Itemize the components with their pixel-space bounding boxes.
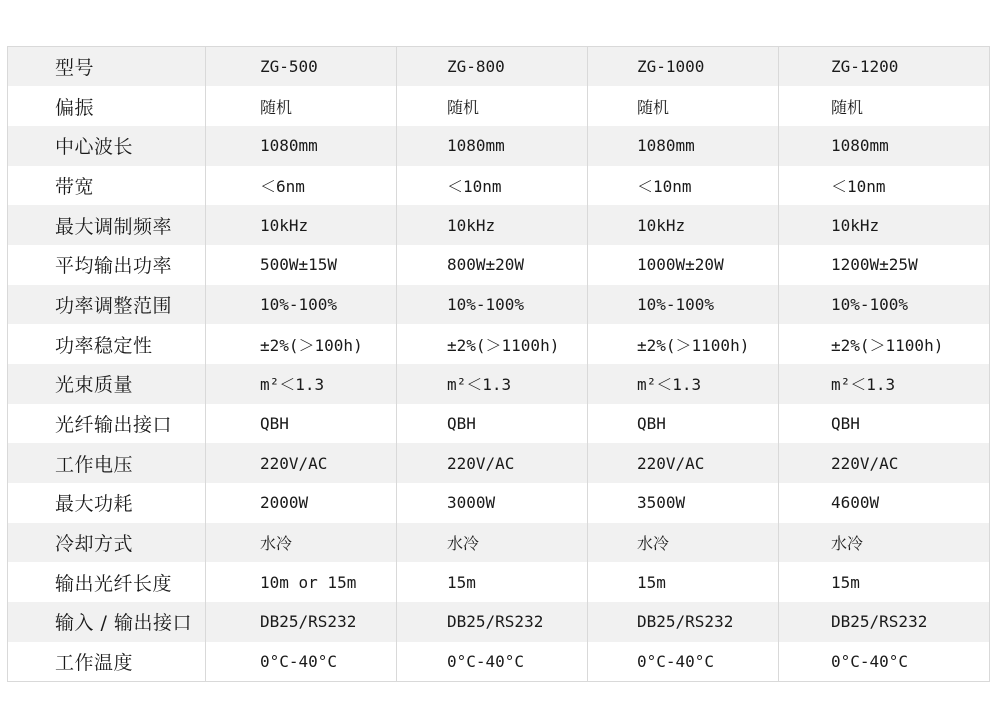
row-label: 工作温度 bbox=[8, 642, 206, 682]
cell-value: ZG-1000 bbox=[588, 47, 779, 87]
cell-value: 随机 bbox=[206, 86, 397, 126]
table-row bbox=[8, 443, 990, 483]
cell-value: 3000W bbox=[397, 483, 588, 523]
cell-value: 1000W±20W bbox=[588, 245, 779, 285]
cell-value: 0°C-40°C bbox=[397, 642, 588, 682]
cell-value: ±2%(＞100h) bbox=[206, 324, 397, 364]
cell-value: 10%-100% bbox=[397, 285, 588, 325]
cell-value: 1080mm bbox=[779, 126, 990, 166]
table-row bbox=[8, 523, 990, 563]
cell-value: ZG-800 bbox=[397, 47, 588, 87]
table-row bbox=[8, 126, 990, 166]
row-label: 光束质量 bbox=[8, 364, 206, 404]
cell-value: ＜10nm bbox=[588, 166, 779, 206]
cell-value: 4600W bbox=[779, 483, 990, 523]
table-row bbox=[8, 642, 990, 682]
cell-value: 220V/AC bbox=[588, 443, 779, 483]
cell-value: 3500W bbox=[588, 483, 779, 523]
cell-value: 1200W±25W bbox=[779, 245, 990, 285]
cell-value: 10kHz bbox=[206, 205, 397, 245]
cell-value: ±2%(＞1100h) bbox=[588, 324, 779, 364]
table-row bbox=[8, 205, 990, 245]
row-label: 光纤输出接口 bbox=[8, 404, 206, 444]
cell-value: 10%-100% bbox=[588, 285, 779, 325]
cell-value: 15m bbox=[588, 562, 779, 602]
table-row bbox=[8, 404, 990, 444]
cell-value: m²＜1.3 bbox=[779, 364, 990, 404]
cell-value: 15m bbox=[779, 562, 990, 602]
cell-value: ZG-1200 bbox=[779, 47, 990, 87]
cell-value: m²＜1.3 bbox=[397, 364, 588, 404]
table-row bbox=[8, 324, 990, 364]
table-row bbox=[8, 166, 990, 206]
cell-value: 水冷 bbox=[206, 523, 397, 563]
row-label: 工作电压 bbox=[8, 443, 206, 483]
cell-value: 随机 bbox=[779, 86, 990, 126]
cell-value: 0°C-40°C bbox=[206, 642, 397, 682]
row-label: 功率调整范围 bbox=[8, 285, 206, 325]
row-label: 最大功耗 bbox=[8, 483, 206, 523]
cell-value: 220V/AC bbox=[397, 443, 588, 483]
cell-value: 10%-100% bbox=[206, 285, 397, 325]
cell-value: 随机 bbox=[397, 86, 588, 126]
row-label: 功率稳定性 bbox=[8, 324, 206, 364]
cell-value: 500W±15W bbox=[206, 245, 397, 285]
cell-value: 1080mm bbox=[206, 126, 397, 166]
cell-value: 水冷 bbox=[779, 523, 990, 563]
row-label: 带宽 bbox=[8, 166, 206, 206]
cell-value: 220V/AC bbox=[206, 443, 397, 483]
cell-value: ＜10nm bbox=[397, 166, 588, 206]
cell-value: ＜10nm bbox=[779, 166, 990, 206]
cell-value: ±2%(＞1100h) bbox=[397, 324, 588, 364]
cell-value: 水冷 bbox=[588, 523, 779, 563]
cell-value: QBH bbox=[206, 404, 397, 444]
cell-value: 0°C-40°C bbox=[779, 642, 990, 682]
cell-value: 220V/AC bbox=[779, 443, 990, 483]
cell-value: m²＜1.3 bbox=[206, 364, 397, 404]
cell-value: 1080mm bbox=[397, 126, 588, 166]
cell-value: 10%-100% bbox=[779, 285, 990, 325]
table-row bbox=[8, 364, 990, 404]
table-row bbox=[8, 562, 990, 602]
cell-value: DB25/RS232 bbox=[397, 602, 588, 642]
table-row bbox=[8, 86, 990, 126]
cell-value: 2000W bbox=[206, 483, 397, 523]
table-row bbox=[8, 285, 990, 325]
spec-table bbox=[7, 46, 990, 682]
cell-value: DB25/RS232 bbox=[206, 602, 397, 642]
table-row bbox=[8, 47, 990, 87]
cell-value: DB25/RS232 bbox=[779, 602, 990, 642]
cell-value: 10kHz bbox=[779, 205, 990, 245]
row-label: 最大调制频率 bbox=[8, 205, 206, 245]
cell-value: QBH bbox=[397, 404, 588, 444]
row-label: 冷却方式 bbox=[8, 523, 206, 563]
cell-value: 随机 bbox=[588, 86, 779, 126]
row-label: 型号 bbox=[8, 47, 206, 87]
cell-value: ZG-500 bbox=[206, 47, 397, 87]
row-label: 平均输出功率 bbox=[8, 245, 206, 285]
table-row bbox=[8, 483, 990, 523]
spec-table-body bbox=[8, 47, 990, 682]
cell-value: 1080mm bbox=[588, 126, 779, 166]
cell-value: m²＜1.3 bbox=[588, 364, 779, 404]
cell-value: 10kHz bbox=[588, 205, 779, 245]
cell-value: 0°C-40°C bbox=[588, 642, 779, 682]
cell-value: ＜6nm bbox=[206, 166, 397, 206]
cell-value: 10kHz bbox=[397, 205, 588, 245]
cell-value: QBH bbox=[779, 404, 990, 444]
cell-value: 10m or 15m bbox=[206, 562, 397, 602]
row-label: 偏振 bbox=[8, 86, 206, 126]
row-label: 输入 / 输出接口 bbox=[8, 602, 206, 642]
row-label: 输出光纤长度 bbox=[8, 562, 206, 602]
cell-value: ±2%(＞1100h) bbox=[779, 324, 990, 364]
cell-value: QBH bbox=[588, 404, 779, 444]
row-label: 中心波长 bbox=[8, 126, 206, 166]
cell-value: DB25/RS232 bbox=[588, 602, 779, 642]
cell-value: 15m bbox=[397, 562, 588, 602]
table-row bbox=[8, 245, 990, 285]
table-row bbox=[8, 602, 990, 642]
cell-value: 水冷 bbox=[397, 523, 588, 563]
cell-value: 800W±20W bbox=[397, 245, 588, 285]
